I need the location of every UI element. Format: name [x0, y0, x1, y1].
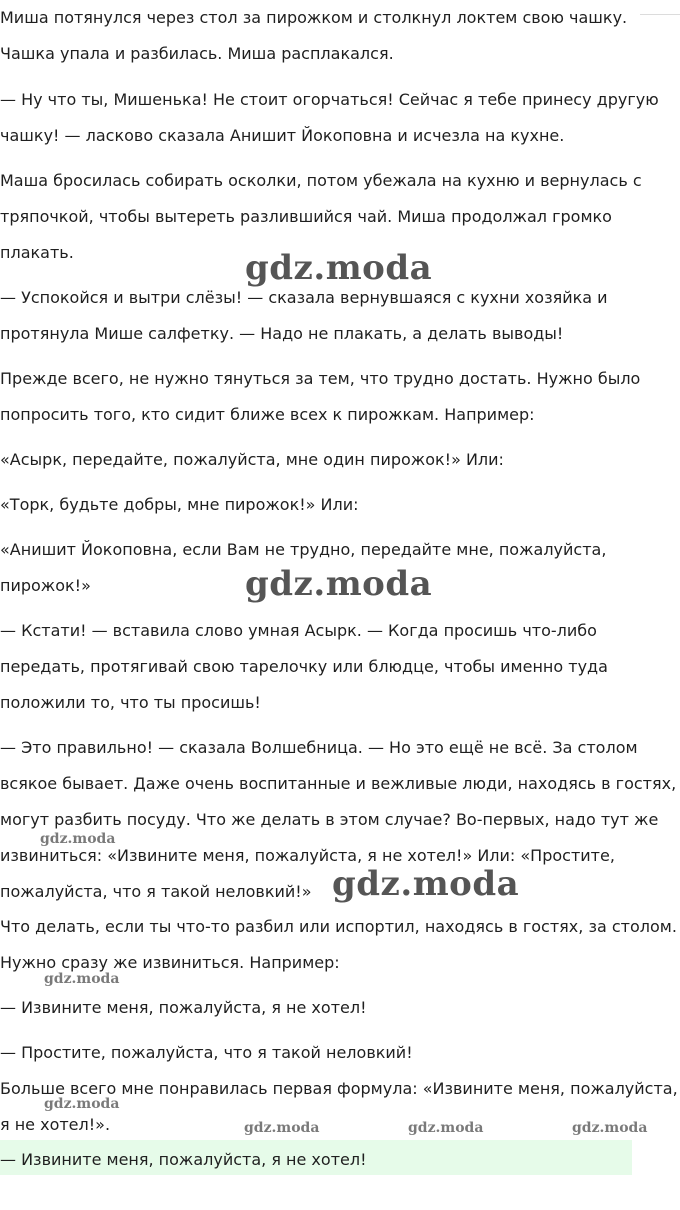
text-line: могут разбить посуду. Что же делать в этом случае? Во-первых, надо тут же	[0, 810, 659, 829]
watermark: gdz.moda	[572, 1120, 648, 1136]
text-line: — Простите, пожалуйста, что я такой неловкий!	[0, 1043, 413, 1062]
watermark: gdz.moda	[408, 1120, 484, 1136]
text-line: — Кстати! — вставила слово умная Асырк. — Когда просишь что-либо	[0, 621, 597, 640]
text-line: «Анишит Йокоповна, если Вам не трудно, передайте мне, пожалуйста,	[0, 540, 607, 559]
watermark: gdz.moda	[332, 864, 520, 904]
text-line: «Асырк, передайте, пожалуйста, мне один пирожок!» Или:	[0, 450, 504, 469]
text-line: всякое бывает. Даже очень воспитанные и вежливые люди, находясь в гостях,	[0, 774, 677, 793]
text-line: протянула Мише салфетку. — Надо не плакать, а делать выводы!	[0, 324, 564, 343]
watermark: gdz.moda	[245, 564, 433, 604]
text-line: — Это правильно! — сказала Волшебница. — Но это ещё не всё. За столом	[0, 738, 638, 757]
text-line: передать, протягивай свою тарелочку или блюдце, чтобы именно туда	[0, 657, 608, 676]
text-line: пожалуйста, что я такой неловкий!»	[0, 882, 312, 901]
text-line: положили то, что ты просишь!	[0, 693, 261, 712]
text-line: Нужно сразу же извиниться. Например:	[0, 953, 340, 972]
answer-line: — Извините меня, пожалуйста, я не хотел!	[0, 1150, 367, 1169]
text-line: Больше всего мне понравилась первая формула: «Извините меня, пожалуйста,	[0, 1079, 678, 1098]
text-line: попросить того, кто сидит ближе всех к пирожкам. Например:	[0, 405, 535, 424]
watermark: gdz.moda	[44, 1096, 120, 1112]
text-line: плакать.	[0, 243, 74, 262]
watermark: gdz.moda	[44, 971, 120, 987]
text-line: пирожок!»	[0, 576, 91, 595]
text-line: «Торк, будьте добры, мне пирожок!» Или:	[0, 495, 359, 514]
text-line: чашку! — ласково сказала Анишит Йокоповна и исчезла на кухне.	[0, 126, 565, 145]
text-line: Миша потянулся через стол за пирожком и столкнул локтем свою чашку.	[0, 8, 628, 27]
text-line: извиниться: «Извините меня, пожалуйста, я не хотел!» Или: «Простите,	[0, 846, 615, 865]
watermark: gdz.moda	[244, 1120, 320, 1136]
watermark: gdz.moda	[40, 831, 116, 847]
text-line: тряпочкой, чтобы вытереть разлившийся чай. Миша продолжал громко	[0, 207, 612, 226]
text-line: Маша бросилась собирать осколки, потом убежала на кухню и вернулась с	[0, 171, 642, 190]
text-line: Прежде всего, не нужно тянуться за тем, что трудно достать. Нужно было	[0, 369, 641, 388]
text-line: я не хотел!».	[0, 1115, 111, 1134]
text-line: — Извините меня, пожалуйста, я не хотел!	[0, 998, 367, 1017]
watermark: gdz.moda	[245, 248, 433, 288]
text-line: Что делать, если ты что-то разбил или испортил, находясь в гостях, за столом.	[0, 917, 677, 936]
top-divider	[640, 14, 680, 15]
text-line: — Успокойся и вытри слёзы! — сказала вернувшаяся с кухни хозяйка и	[0, 288, 608, 307]
text-line: — Ну что ты, Мишенька! Не стоит огорчаться! Сейчас я тебе принесу другую	[0, 90, 659, 109]
text-line: Чашка упала и разбилась. Миша расплакался.	[0, 44, 394, 63]
